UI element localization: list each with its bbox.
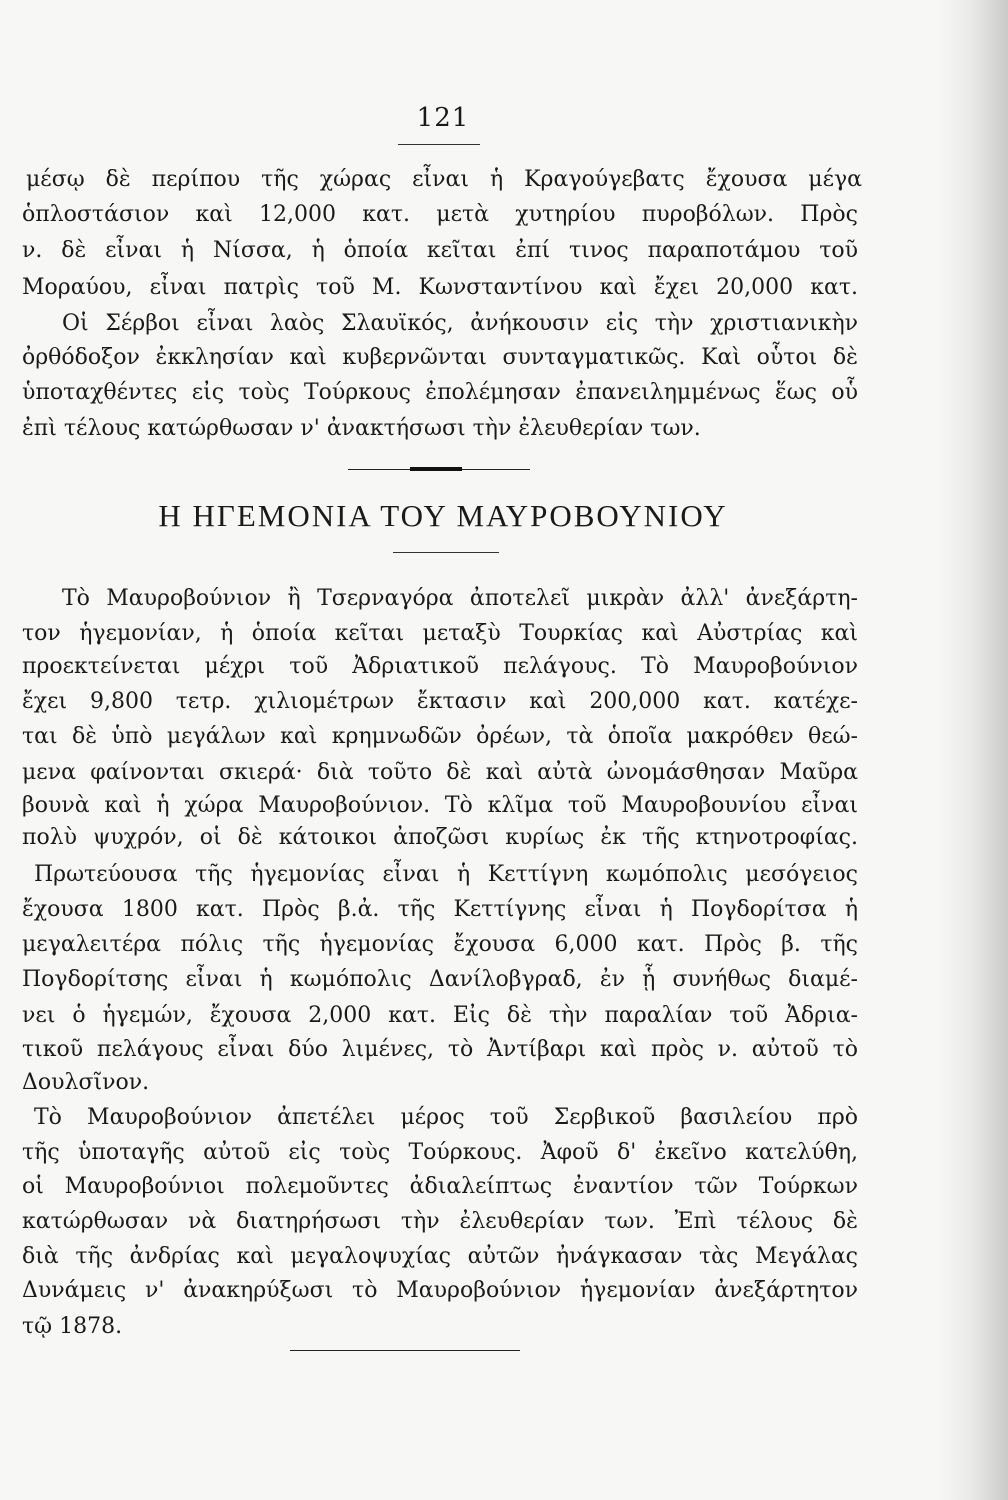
text-line: Πογδορίτσης εἶναι ἡ κωμόπολις Δανίλοβγραδ, ἐν ᾗ συνήθως διαμέ- bbox=[22, 967, 858, 992]
text-line: Τὸ Μαυροβούνιον ἢ Τσερναγόρα ἀποτελεῖ μικρὰν ἀλλ' ἀνεξάρτη- bbox=[62, 586, 858, 611]
page-number-rule bbox=[398, 144, 480, 145]
text-line: οἱ Μαυροβούνιοι πολεμοῦντες ἀδιαλείπτως ἐναντίον τῶν Τούρκων bbox=[22, 1174, 858, 1199]
section-heading: Η ΗΓΕΜΟΝΙΑ ΤΟΥ ΜΑΥΡΟΒΟΥΝΙΟΥ bbox=[158, 498, 728, 533]
text-line: Δουλσῖνον. bbox=[22, 1070, 150, 1095]
page-number: 121 bbox=[416, 103, 470, 133]
text-line: μέσῳ δὲ περίπου τῆς χώρας εἶναι ἡ Κραγούγεβατς ἔχουσα μέγα bbox=[26, 167, 862, 192]
text-line: Πρωτεύουσα τῆς ἡγεμονίας εἶναι ἡ Κεττίγνη κωμόπολις μεσόγειος bbox=[34, 862, 858, 887]
text-line: νει ὁ ἡγεμών, ἔχουσα 2,000 κατ. Εἰς δὲ τὴν παραλίαν τοῦ Ἀδρια- bbox=[22, 1003, 858, 1028]
heading-rule bbox=[393, 552, 499, 553]
text-line: τικοῦ πελάγους εἶναι δύο λιμένες, τὸ Ἀντίβαρι καὶ πρὸς ν. αὐτοῦ τὸ bbox=[22, 1037, 858, 1062]
text-line: ἔχουσα 1800 κατ. Πρὸς β.ἀ. τῆς Κεττίγνης εἶναι ἡ Πογδορίτσα ἡ bbox=[22, 897, 858, 922]
text-line: διὰ τῆς ἀνδρίας καὶ μεγαλοψυχίας αὐτῶν ἠνάγκασαν τὰς Μεγάλας bbox=[22, 1244, 858, 1269]
text-line: ἔχει 9,800 τετρ. χιλιομέτρων ἔκτασιν καὶ 200,000 κατ. κατέχε- bbox=[22, 689, 858, 714]
text-line: ὁπλοστάσιον καὶ 12,000 κατ. μετὰ χυτηρίου πυροβόλων. Πρὸς bbox=[22, 202, 858, 227]
text-line: μενα φαίνονται σκιερά· διὰ τοῦτο δὲ καὶ αὐτὰ ὠνομάσθησαν Μαῦρα bbox=[22, 760, 858, 785]
text-line: ὀρθόδοξον ἐκκλησίαν καὶ κυβερνῶνται συνταγματικῶς. Καὶ οὗτοι δὲ bbox=[22, 345, 858, 370]
text-line: Δυνάμεις ν' ἀνακηρύξωσι τὸ Μαυροβούνιον ἡγεμονίαν ἀνεξάρτητον bbox=[22, 1278, 858, 1303]
text-line: ἐπὶ τέλους κατώρθωσαν ν' ἀνακτήσωσι τὴν ἐλευθερίαν των. bbox=[22, 416, 701, 441]
text-line: ὑποταχθέντες εἰς τοὺς Τούρκους ἐπολέμησαν ἐπανειλημμένως ἕως οὗ bbox=[22, 380, 858, 405]
end-divider bbox=[290, 1350, 520, 1351]
section-divider-center bbox=[410, 467, 462, 471]
text-line: Τὸ Μαυροβούνιον ἀπετέλει μέρος τοῦ Σερβικοῦ βασιλείου πρὸ bbox=[34, 1105, 858, 1130]
text-line: τῆς ὑποταγῆς αὐτοῦ εἰς τοὺς Τούρκους. Ἀφοῦ δ' ἐκεῖνο κατελύθη, bbox=[22, 1140, 858, 1165]
text-line: τῷ 1878. bbox=[22, 1314, 123, 1339]
text-line: ν. δὲ εἶναι ἡ Νίσσα, ἡ ὁποία κεῖται ἐπί τινος παραποτάμου τοῦ bbox=[22, 238, 858, 263]
text-line: κατώρθωσαν νὰ διατηρήσωσι τὴν ἐλευθερίαν των. Ἐπὶ τέλους δὲ bbox=[22, 1209, 858, 1234]
page-edge-shadow bbox=[938, 0, 1008, 1500]
text-line: βουνὰ καὶ ἡ χώρα Μαυροβούνιον. Τὸ κλῖμα τοῦ Μαυροβουνίου εἶναι bbox=[22, 793, 858, 818]
text-line: Οἱ Σέρβοι εἶναι λαὸς Σλαυϊκός, ἀνήκουσιν εἰς τὴν χριστιανικὴν bbox=[62, 311, 858, 336]
text-line: μεγαλειτέρα πόλις τῆς ἡγεμονίας ἔχουσα 6,000 κατ. Πρὸς β. τῆς bbox=[22, 932, 858, 957]
text-line: Μοραύου, εἶναι πατρὶς τοῦ Μ. Κωνσταντίνου καὶ ἔχει 20,000 κατ. bbox=[22, 275, 858, 300]
text-line: προεκτείνεται μέχρι τοῦ Ἀδριατικοῦ πελάγους. Τὸ Μαυροβούνιον bbox=[22, 654, 858, 679]
text-line: ται δὲ ὑπὸ μεγάλων καὶ κρημνωδῶν ὀρέων, τὰ ὁποῖα μακρόθεν θεώ- bbox=[22, 724, 858, 749]
text-line: πολὺ ψυχρόν, οἱ δὲ κάτοικοι ἀποζῶσι κυρίως ἐκ τῆς κτηνοτροφίας. bbox=[22, 825, 858, 850]
text-line: τον ἡγεμονίαν, ἡ ὁποία κεῖται μεταξὺ Τουρκίας καὶ Αὐστρίας καὶ bbox=[22, 621, 858, 646]
